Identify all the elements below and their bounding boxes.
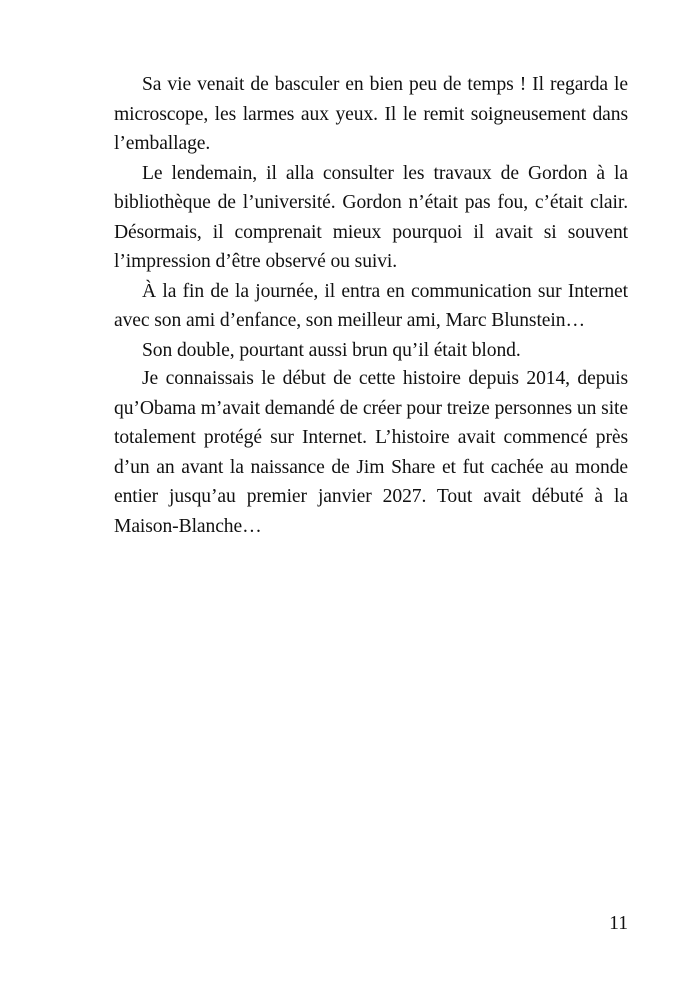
paragraph-4: Son double, pourtant aussi brun qu’il était blond. [142,339,521,361]
paragraph-2: Le lendemain, il alla consulter les travaux de Gordon à la bibliothèque de l’université. Gordon n’était pas fou, c’était clair. Désormais, il comprenait mieux pourquoi il avait si souvent l’impression d’être observé ou suivi. [114,162,628,272]
paragraph-1: Sa vie venait de basculer en bien peu de temps ! Il regarda le microscope, les larmes aux yeux. Il le remit soigneusement dans l’emballage. [114,74,628,154]
paragraph-5: Je connaissais le début de cette histoire depuis 2014, depuis qu’Obama m’avait demandé de créer pour treize personnes un site totalement protégé sur Internet. L’histoire avait commencé près d’un an avant la naissance de Jim Share et fut cachée au monde entier jusqu’au premier janvier 2027. Tout avait débuté à la Maison-Blanche… [114,368,628,537]
paragraph-3: À la fin de la journée, il entra en communication sur Internet avec son ami d’enfance, son meilleur ami, Marc Blunstein… [114,280,628,331]
page-number: 11 [609,913,628,934]
text-section-2 [114,364,628,541]
text-section-1 [114,70,628,365]
